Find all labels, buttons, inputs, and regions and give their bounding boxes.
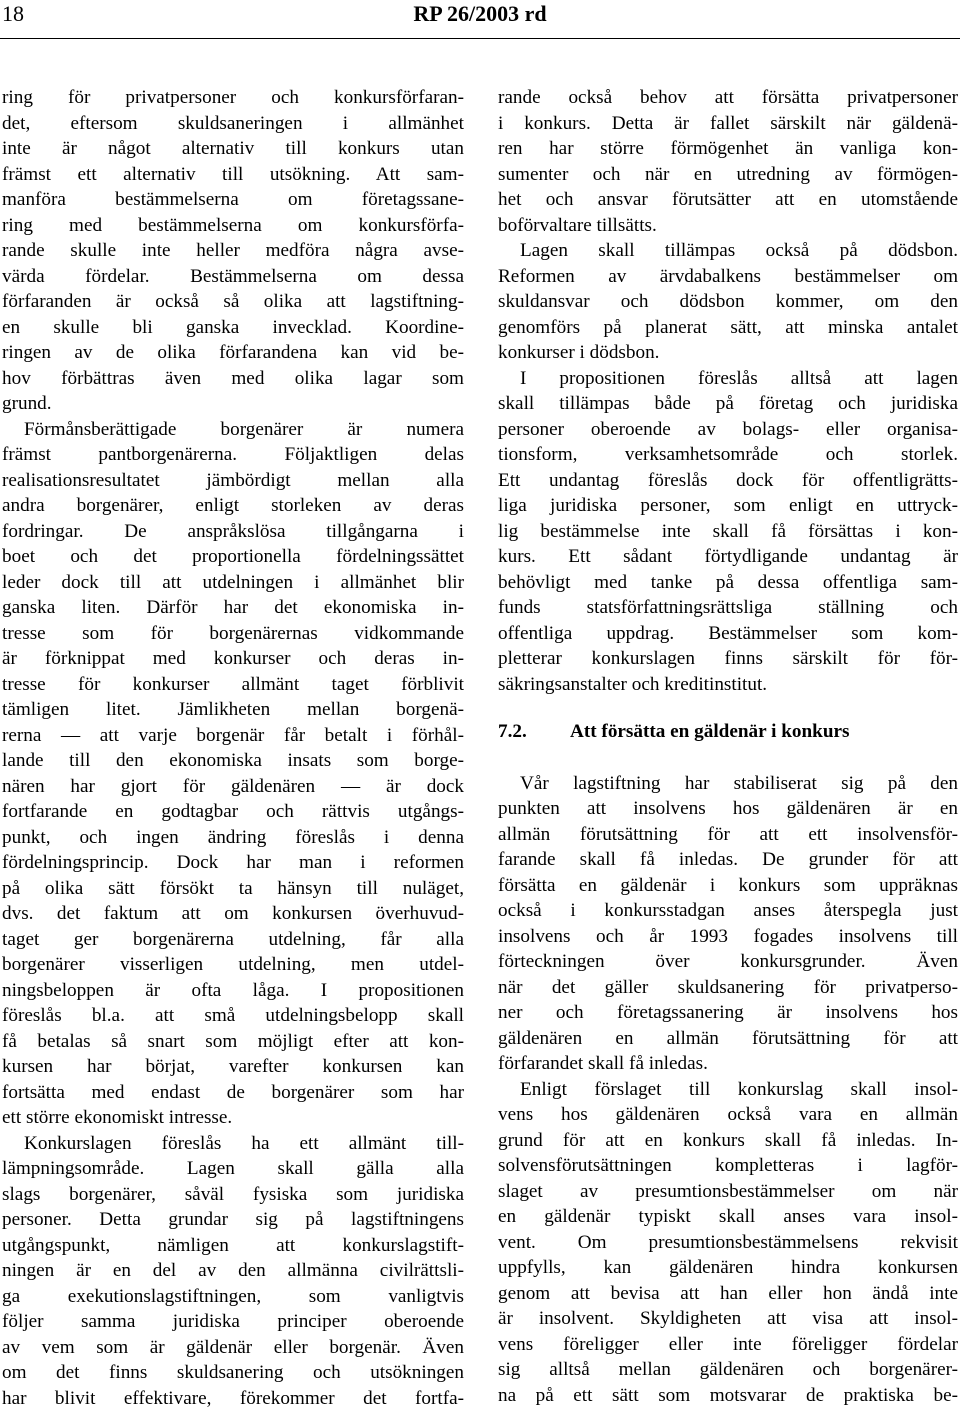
text-line: av vem som är gäldenär eller borgenär. Även — [2, 1335, 464, 1361]
text-line: vens föreligger eller inte föreligger fördelar — [498, 1332, 958, 1358]
text-line: nären har gjort för gäldenären — är dock — [2, 774, 464, 800]
text-line: Enligt förslaget till konkurslag skall insol- — [498, 1077, 958, 1103]
text-line: rande skulle inte heller medföra några avse- — [2, 238, 464, 264]
text-line: punkten att insolvens hos gäldenären är en — [498, 796, 958, 822]
page-header — [0, 0, 960, 30]
text-line: taget ger borgenärerna utdelning, får alla — [2, 927, 464, 953]
text-line: inte är något alternativ till konkurs utan — [2, 136, 464, 162]
text-line: uppfylls, kan gäldenären hindra konkursen — [498, 1255, 958, 1281]
text-line: realisationsresultatet jämbördigt mellan alla — [2, 468, 464, 494]
text-line: hov förbättras även med olika lagar som — [2, 366, 464, 392]
text-line: slags borgenärer, såväl fysiska som juridiska — [2, 1182, 464, 1208]
text-line: genom att bevisa att han eller hon ändå inte — [498, 1281, 958, 1307]
text-line: Reformen av ärvdabalkens bestämmelser om — [498, 264, 958, 290]
text-line: Vår lagstiftning har stabiliserat sig på den — [498, 771, 958, 797]
text-line: skuldansvar och dödsbon kommer, om den — [498, 289, 958, 315]
text-line: Förmånsberättigade borgenärer är numera — [2, 417, 464, 443]
text-line: förfarandet skall få inledas. — [498, 1051, 958, 1077]
text-line: fördelningsprincip. Dock har man i reformen — [2, 850, 464, 876]
text-line: ring för privatpersoner och konkursförfaran- — [2, 85, 464, 111]
text-line: föreslås bl.a. att små utdelningsbelopp skall — [2, 1003, 464, 1029]
text-line: tionsform, verksamhetsområde och storlek. — [498, 442, 958, 468]
text-line: dvs. det faktum att om konkursen överhuvud- — [2, 901, 464, 927]
text-line: insolvens och år 1993 fogades insolvens till — [498, 924, 958, 950]
text-line: funds statsförfattningsrättsliga ställning och — [498, 595, 958, 621]
text-line: utgångspunkt, nämligen att konkurslagstift- — [2, 1233, 464, 1259]
text-line: förfaranden är också så olika att lagstiftning- — [2, 289, 464, 315]
text-line: genomförs på planerat sätt, att minska antalet — [498, 315, 958, 341]
section-title: Att försätta en gäldenär i konkurs — [570, 721, 849, 742]
text-line: punkt, och ingen ändring föreslås i denna — [2, 825, 464, 851]
text-line: borgenärer visserligen utdelning, men utdel- — [2, 952, 464, 978]
text-line: grund för att en konkurs skall få inledas. In- — [498, 1128, 958, 1154]
text-line: också i konkursstadgan anses återspegla just — [498, 898, 958, 924]
text-line: ringen av de olika förfarandena kan vid be- — [2, 340, 464, 366]
text-line: na på ett sätt som motsvarar de praktiska be- — [498, 1383, 958, 1409]
text-line: Konkurslagen föreslås ha ett allmänt till- — [2, 1131, 464, 1157]
text-line: behövligt med tanke på dessa offentliga sam- — [498, 570, 958, 596]
text-line: har blivit effektivare, förekommer det fortfa- — [2, 1386, 464, 1411]
text-line: fortsätta med endast de borgenärer som har — [2, 1080, 464, 1106]
text-line: manföra bestämmelserna om företagssane- — [2, 187, 464, 213]
text-line: boet och det proportionella fördelningssättet — [2, 544, 464, 570]
text-line: boförvaltare tillsätts. — [498, 213, 958, 239]
text-line: rerna — att varje borgenär får betalt i förhål- — [2, 723, 464, 749]
right-column-top — [498, 85, 958, 697]
header-rule — [0, 38, 960, 39]
text-line: om det finns skuldsanering och utsökningen — [2, 1360, 464, 1386]
text-line: ren har större förmögenhet än vanliga kon- — [498, 136, 958, 162]
text-line: främst pantborgenärerna. Följaktligen delas — [2, 442, 464, 468]
text-line: offentliga uppdrag. Bestämmelser som kom- — [498, 621, 958, 647]
text-line: lig bestämmelse inte skall få försättas i kon- — [498, 519, 958, 545]
text-line: leder dock till att utdelningen i allmänhet blir — [2, 570, 464, 596]
text-line: ett större ekonomiskt intresse. — [2, 1105, 464, 1131]
text-line: ner och företagssanering är insolvens hos — [498, 1000, 958, 1026]
text-line: allmän förutsättning för att ett insolvensför- — [498, 822, 958, 848]
text-line: fordringar. De anspråkslösa tillgångarna i — [2, 519, 464, 545]
text-line: tresse för konkurser allmänt taget förblivit — [2, 672, 464, 698]
text-line: få betalas så snart som möjligt efter att kon- — [2, 1029, 464, 1055]
text-line: konkurser i dödsbon. — [498, 340, 958, 366]
right-column-bottom — [498, 771, 958, 1409]
text-line: följer samma juridiska principer oberoende — [2, 1309, 464, 1335]
text-line: kurs. Ett sådant förtydligande undantag är — [498, 544, 958, 570]
text-line: är förknippat med konkurser och deras in- — [2, 646, 464, 672]
text-line: lande till den ekonomiska insats som borge- — [2, 748, 464, 774]
text-line: säkringsanstalter och kreditinstitut. — [498, 672, 958, 698]
text-line: solvensförutsättningen kompletteras i lagför- — [498, 1153, 958, 1179]
text-line: tresse som för borgenärernas vidkommande — [2, 621, 464, 647]
text-line: skall tillämpas både på företag och juridiska — [498, 391, 958, 417]
text-line: farande skall få inledas. De grunder för att — [498, 847, 958, 873]
text-line: personer oberoende av bolags- eller organisa- — [498, 417, 958, 443]
page-number: 18 — [2, 0, 24, 28]
text-line: sig alltså mellan gäldenären och borgenärer- — [498, 1357, 958, 1383]
right-column — [498, 85, 958, 1408]
section-number: 7.2. — [498, 719, 570, 745]
text-line: slaget av presumtionsbestämmelser om när — [498, 1179, 958, 1205]
text-line: liga juridiska personer, som enligt en uttryck- — [498, 493, 958, 519]
text-line: tämligen litet. Jämlikheten mellan borgenä- — [2, 697, 464, 723]
text-line: ningen är en del av den allmänna civilrättsli- — [2, 1258, 464, 1284]
text-line: vens hos gäldenären också vara en allmän — [498, 1102, 958, 1128]
text-line: ganska liten. Därför har det ekonomiska in- — [2, 595, 464, 621]
text-line: Lagen skall tillämpas också på dödsbon. — [498, 238, 958, 264]
text-line: het och ansvar förutsätter att en utomstående — [498, 187, 958, 213]
text-line: grund. — [2, 391, 464, 417]
text-line: ga exekutionslagstiftningen, som vanligtvis — [2, 1284, 464, 1310]
text-line: gäldenären en allmän förutsättning för att — [498, 1026, 958, 1052]
left-column — [2, 85, 464, 1411]
text-line: en gäldenär typiskt skall anses vara insol- — [498, 1204, 958, 1230]
text-line: förteckningen över konkursgrunder. Även — [498, 949, 958, 975]
text-line: det, eftersom skuldsaneringen i allmänhet — [2, 111, 464, 137]
text-line: värda fördelar. Bestämmelserna om dessa — [2, 264, 464, 290]
text-line: rande också behov att försätta privatpersoner — [498, 85, 958, 111]
text-line: i konkurs. Detta är fallet särskilt när gäldenä- — [498, 111, 958, 137]
text-line: vent. Om presumtionsbestämmelsens rekvisit — [498, 1230, 958, 1256]
text-line: Ett undantag föreslås dock för offentligrätts- — [498, 468, 958, 494]
text-line: I propositionen föreslås alltså att lagen — [498, 366, 958, 392]
text-line: lämpningsområde. Lagen skall gälla alla — [2, 1156, 464, 1182]
text-line: ningsbeloppen är ofta låga. I propositionen — [2, 978, 464, 1004]
text-line: på olika sätt försökt ta hänsyn till nuläget, — [2, 876, 464, 902]
text-line: främst ett alternativ till utsökning. Att sam- — [2, 162, 464, 188]
text-line: sumenter och när en utredning av förmögen- — [498, 162, 958, 188]
text-line: en skulle bli ganska invecklad. Koordine- — [2, 315, 464, 341]
text-line: försätta en gäldenär i konkurs som uppräknas — [498, 873, 958, 899]
text-line: när det gäller skuldsanering för privatperso- — [498, 975, 958, 1001]
text-line: kursen har börjat, varefter konkursen kan — [2, 1054, 464, 1080]
text-line: personer. Detta grundar sig på lagstiftningens — [2, 1207, 464, 1233]
running-title: RP 26/2003 rd — [0, 0, 960, 28]
text-line: andra borgenärer, enligt storleken av deras — [2, 493, 464, 519]
text-line: fortfarande en godtagbar och rättvis utgångs- — [2, 799, 464, 825]
section-heading — [498, 719, 958, 745]
text-line: pletterar konkurslagen finns särskilt för för- — [498, 646, 958, 672]
text-line: ring med bestämmelserna om konkursförfa- — [2, 213, 464, 239]
text-line: är insolvent. Skyldigheten att visa att insol- — [498, 1306, 958, 1332]
